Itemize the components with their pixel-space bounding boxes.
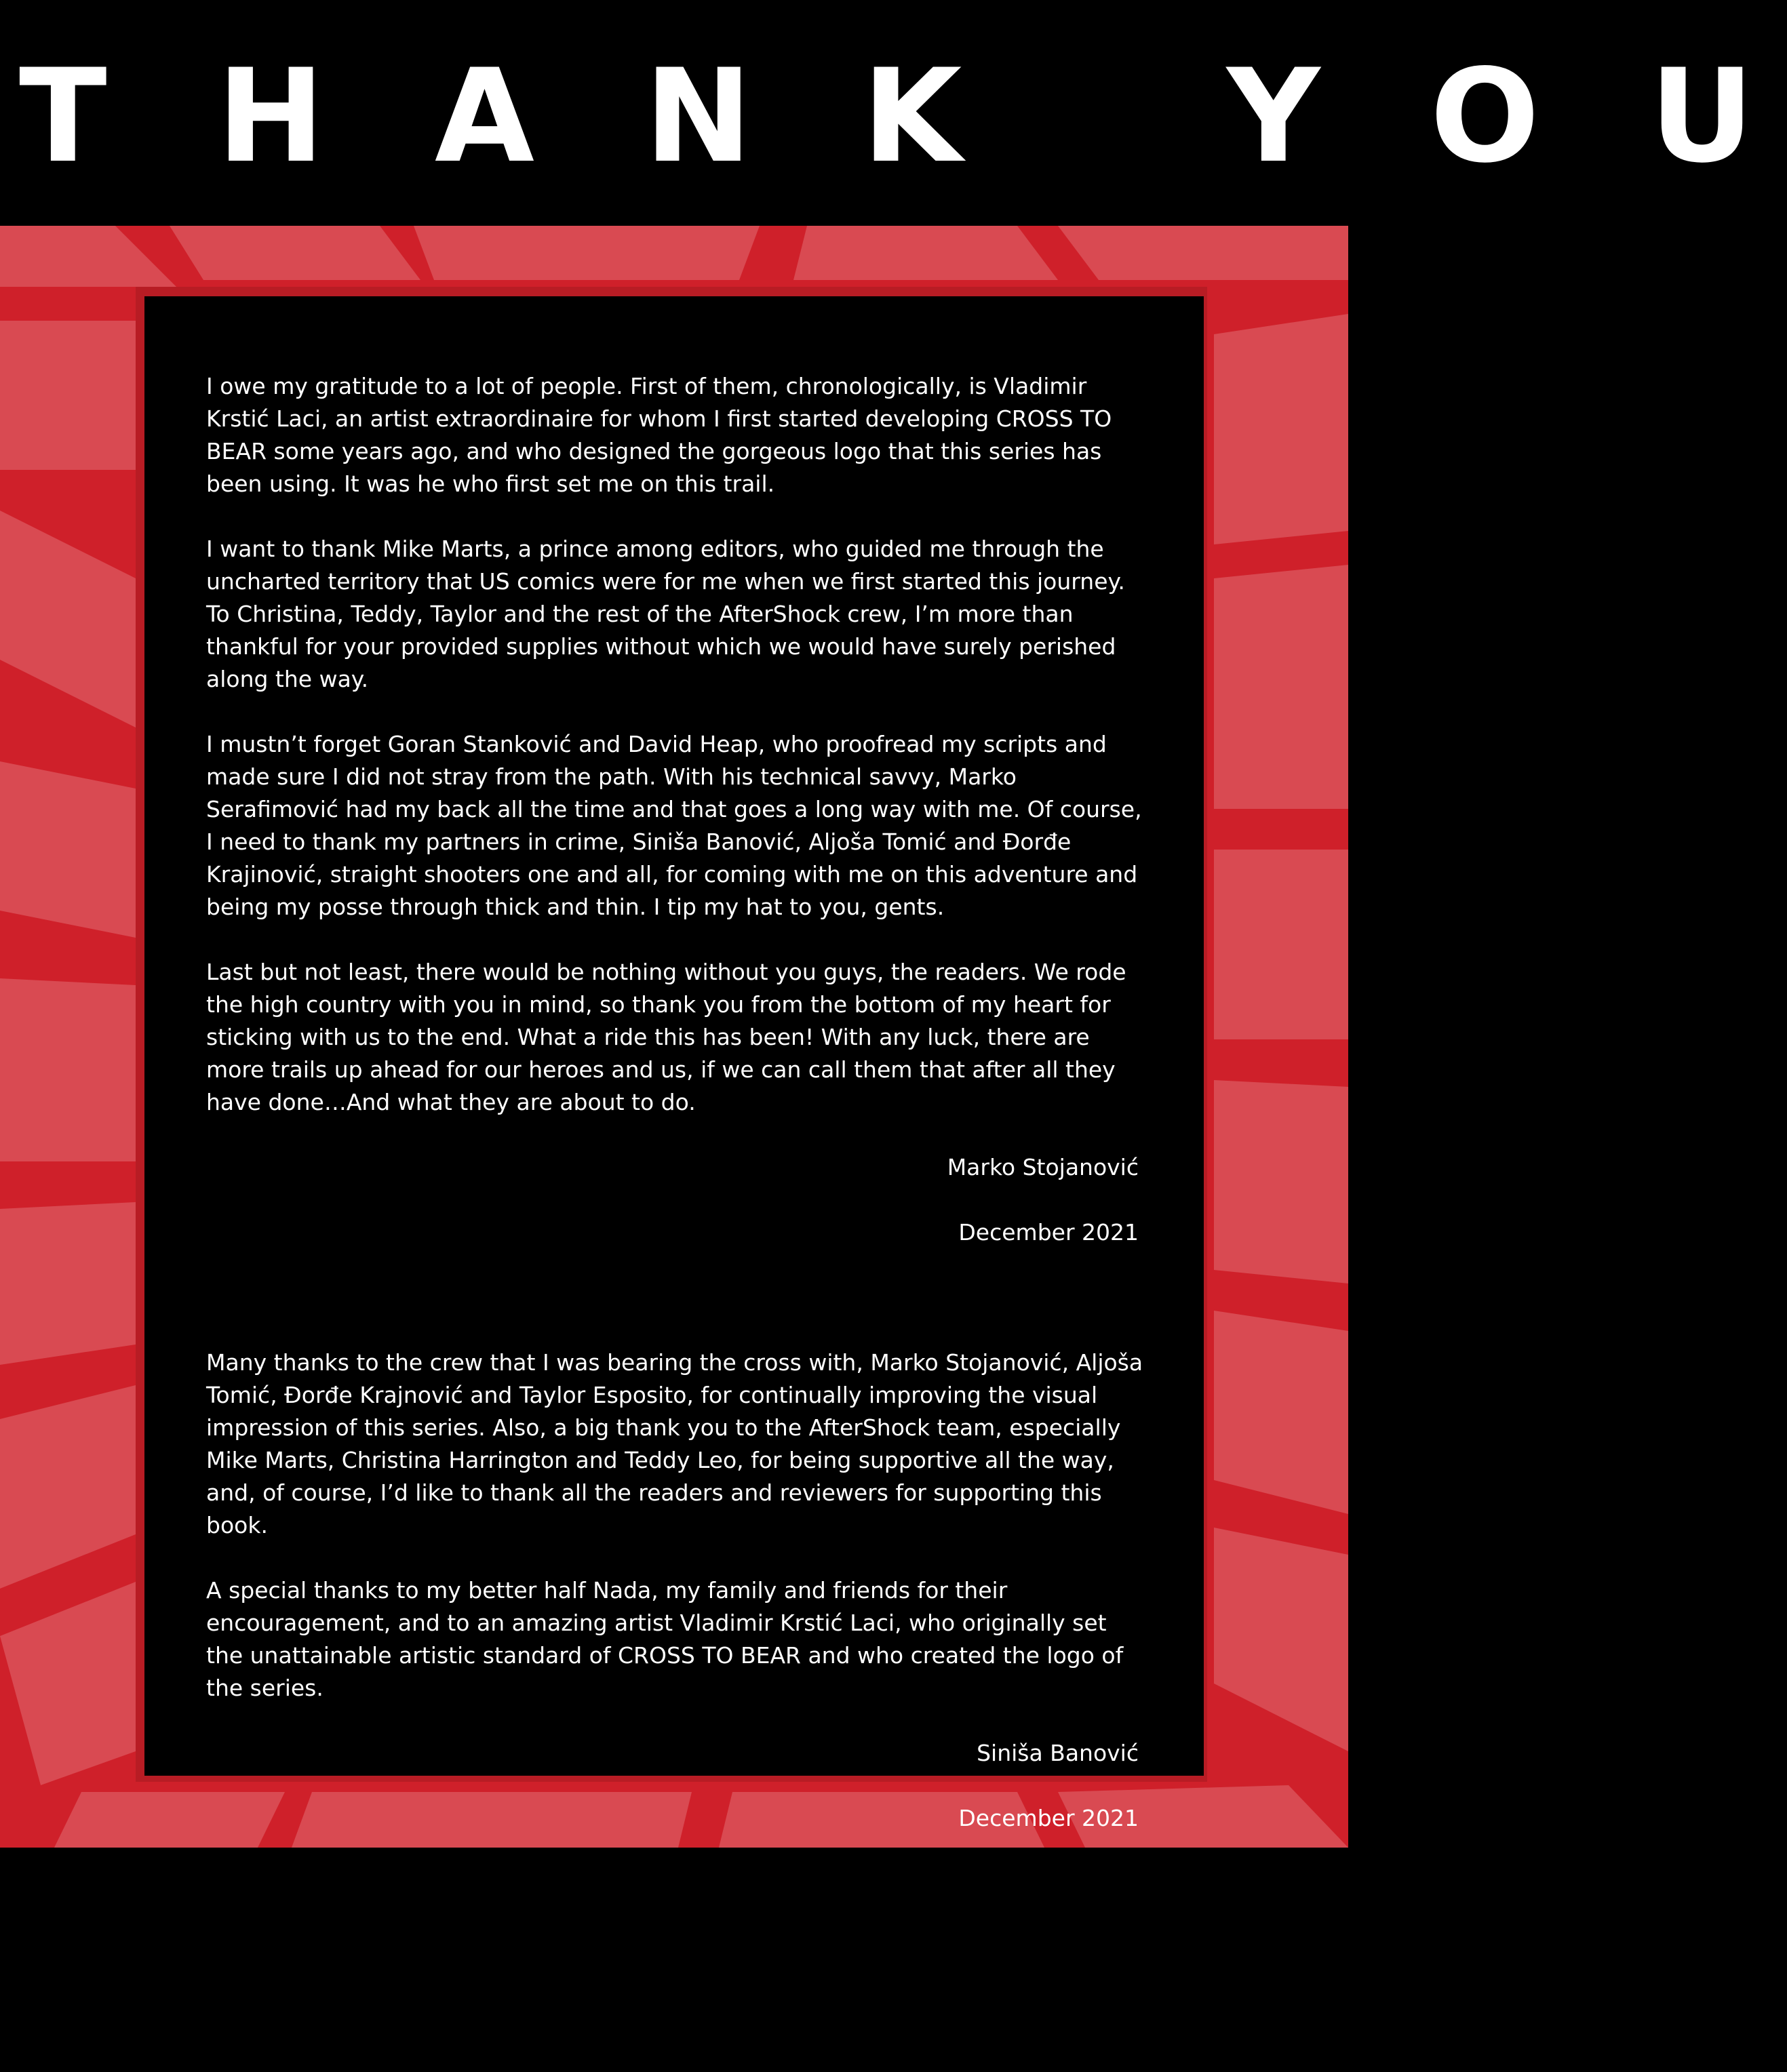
letter1-paragraph-2: I want to thank Mike Marts, a prince among editors, who guided me through the uncharted territory that US comics were for me when we first started this journey. To Christina, Teddy, Taylor and the rest of the AfterShock crew, I’m more than thankful for your provided supplies without which we would have surely perished along the way. bbox=[206, 536, 1125, 692]
letter2-signature-name: Siniša Banović bbox=[977, 1740, 1139, 1766]
letter1-paragraph-3: I mustn’t forget Goran Stanković and David Heap, who proofread my scripts and made sure I did not stray from the path. With his technical savvy, Marko Serafimović had my back all the time and that goes a long way with me. Of course, I need to thank my partners in crime, Siniša Banović, Aljoša Tomić and Đorđe Krajinović, straight shooters one and all, for coming with me on this adventure and being my posse through thick and thin. I tip my hat to you, gents. bbox=[206, 731, 1142, 920]
letter2-signature-date: December 2021 bbox=[958, 1805, 1139, 1831]
letter1-paragraph-1: I owe my gratitude to a lot of people. First of them, chronologically, is Vladimir Krstić Laci, an artist extraordinaire for whom I first started developing CROSS TO BEAR some years ago, and who designed the gorgeous logo that this series has been using. It was he who first set me on this trail. bbox=[206, 373, 1112, 497]
letter1-signature-name: Marko Stojanović bbox=[947, 1154, 1139, 1180]
section-divider bbox=[206, 1281, 1149, 1347]
letter-content bbox=[206, 370, 1149, 1867]
bottom-black-band bbox=[0, 1848, 1348, 2072]
letter1-paragraph-4: Last but not least, there would be nothing without you guys, the readers. We rode the high country with you in mind, so thank you from the bottom of my heart for sticking with us to the end. What a ride this has been! With any luck, there are more trails up ahead for our heroes and us, if we can call them that after all they have done…And what they are about to do. bbox=[206, 959, 1126, 1115]
letter2-paragraph-1: Many thanks to the crew that I was bearing the cross with, Marko Stojanović, Aljoša Tomić, Đorđe Krajnović and Taylor Esposito, for continually improving the visual impression of this series. Also, a big thank you to the AfterShock team, especially Mike Marts, Christina Harrington and Teddy Leo, for being supportive all the way, and, of course, I’d like to thank all the readers and reviewers for supporting this book. bbox=[206, 1349, 1143, 1538]
header-bar bbox=[0, 0, 1787, 226]
page-title: T H A N K Y O U bbox=[19, 41, 1787, 191]
letter1-signature-date: December 2021 bbox=[958, 1219, 1139, 1246]
letter2-paragraph-2: A special thanks to my better half Nada, my family and friends for their encouragement, and to an amazing artist Vladimir Krstić Laci, who originally set the unattainable artistic standard of CROSS TO BEAR and who created the logo of the series. bbox=[206, 1577, 1124, 1701]
